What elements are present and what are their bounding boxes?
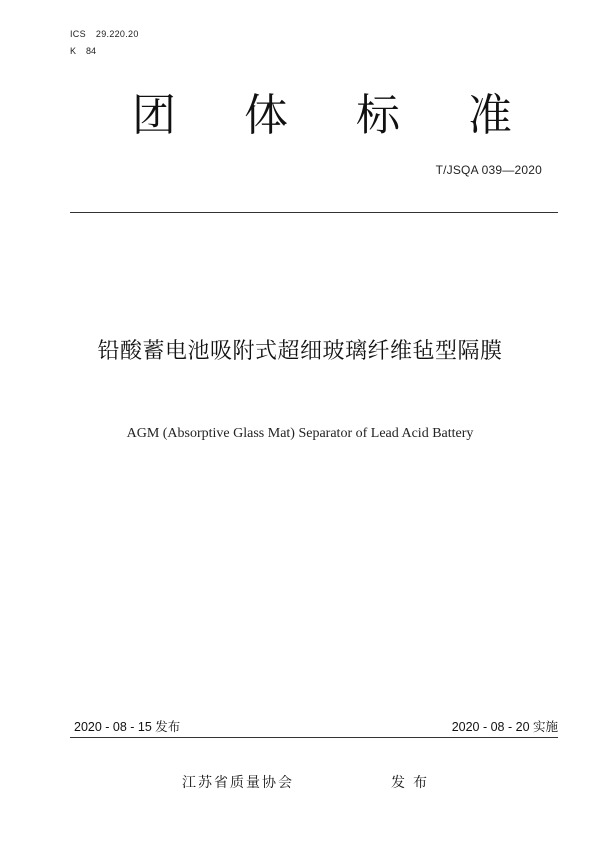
- title-english: AGM (Absorptive Glass Mat) Separator of Lead Acid Battery: [126, 426, 474, 441]
- implementation-date: 2020 - 08 - 20 实施: [451, 720, 558, 734]
- doc-type-char: 体: [244, 90, 288, 141]
- publisher-name: 江苏省质量协会: [182, 775, 294, 791]
- doc-type-char: 团: [132, 90, 176, 141]
- ccs-label: K: [70, 46, 77, 56]
- standard-number: T/JSQA 039—2020: [435, 163, 542, 177]
- publish-label: 发布: [391, 775, 435, 791]
- ccs-value: 84: [86, 46, 97, 56]
- ccs-code: [70, 46, 96, 56]
- doc-type-char: 准: [468, 90, 512, 141]
- ics-value: 29.220.20: [95, 29, 139, 39]
- document-type-heading: [132, 88, 512, 144]
- ics-code: [70, 29, 139, 39]
- ics-label: ICS: [70, 29, 86, 39]
- doc-type-char: 标: [356, 90, 400, 141]
- bottom-divider: [70, 737, 558, 738]
- title-chinese: 铅酸蓄电池吸附式超细玻璃纤维毡型隔膜: [97, 339, 503, 364]
- issue-date: 2020 - 08 - 15 发布: [74, 720, 181, 734]
- top-divider: [70, 212, 558, 213]
